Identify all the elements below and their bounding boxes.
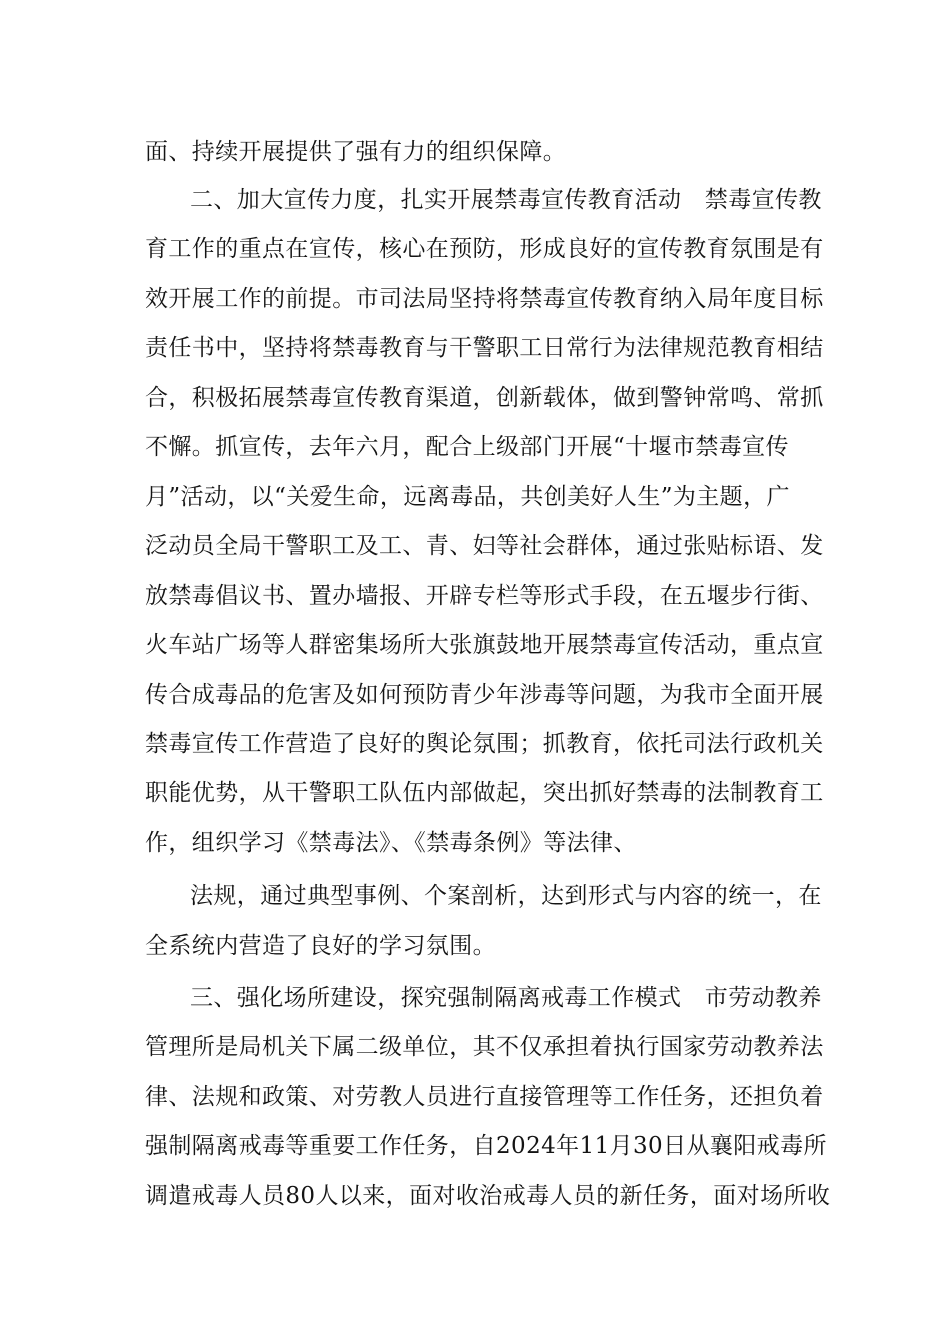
text-line: 不懈。抓宣传，去年六月，配合上级部门开展“十堰市禁毒宣传 (145, 434, 789, 460)
text-line: 强制隔离戒毒等重要工作任务，自2024年11月30日从襄阳戒毒所 (145, 1133, 827, 1159)
text-line: 放禁毒倡议书、置办墙报、开辟专栏等形式手段，在五堰步行街、 (145, 583, 824, 609)
text-line: 三、强化场所建设，探究强制隔离戒毒工作模式 市劳动教养 (190, 985, 822, 1011)
text-line: 责任书中，坚持将禁毒教育与干警职工日常行为法律规范教育相结 (145, 335, 824, 361)
text-line: 效开展工作的前提。市司法局坚持将禁毒宣传教育纳入局年度目标 (145, 286, 824, 312)
text-line: 合，积极拓展禁毒宣传教育渠道，创新载体，做到警钟常鸣、常抓 (145, 385, 824, 411)
text-line: 调遣戒毒人员80人以来，面对收治戒毒人员的新任务，面对场所收 (145, 1183, 831, 1209)
text-line: 作，组织学习《禁毒法》、《禁毒条例》等法律、 (145, 830, 637, 856)
text-line: 全系统内营造了良好的学习氛围。 (145, 933, 496, 959)
text-line: 火车站广场等人群密集场所大张旗鼓地开展禁毒宣传活动，重点宣 (145, 632, 824, 658)
text-line: 二、加大宣传力度，扎实开展禁毒宣传教育活动 禁毒宣传教 (190, 187, 822, 213)
text-line: 育工作的重点在宣传，核心在预防，形成良好的宣传教育氛围是有 (145, 236, 824, 262)
text-line: 传合成毒品的危害及如何预防青少年涉毒等问题，为我市全面开展 (145, 682, 824, 708)
text-line: 禁毒宣传工作营造了良好的舆论氛围；抓教育，依托司法行政机关 (145, 731, 824, 757)
text-line: 法规，通过典型事例、个案剖析，达到形式与内容的统一，在 (190, 883, 822, 909)
text-line: 月”活动，以“关爱生命，远离毒品，共创美好人生”为主题，广 (145, 484, 790, 510)
text-line: 泛动员全局干警职工及工、青、妇等社会群体，通过张贴标语、发 (145, 533, 824, 559)
text-line: 职能优势，从干警职工队伍内部做起，突出抓好禁毒的法制教育工 (145, 780, 824, 806)
text-line: 律、法规和政策、对劳教人员进行直接管理等工作任务，还担负着 (145, 1084, 824, 1110)
text-line: 管理所是局机关下属二级单位，其不仅承担着执行国家劳动教养法 (145, 1034, 824, 1060)
text-line: 面、持续开展提供了强有力的组织保障。 (145, 139, 567, 165)
